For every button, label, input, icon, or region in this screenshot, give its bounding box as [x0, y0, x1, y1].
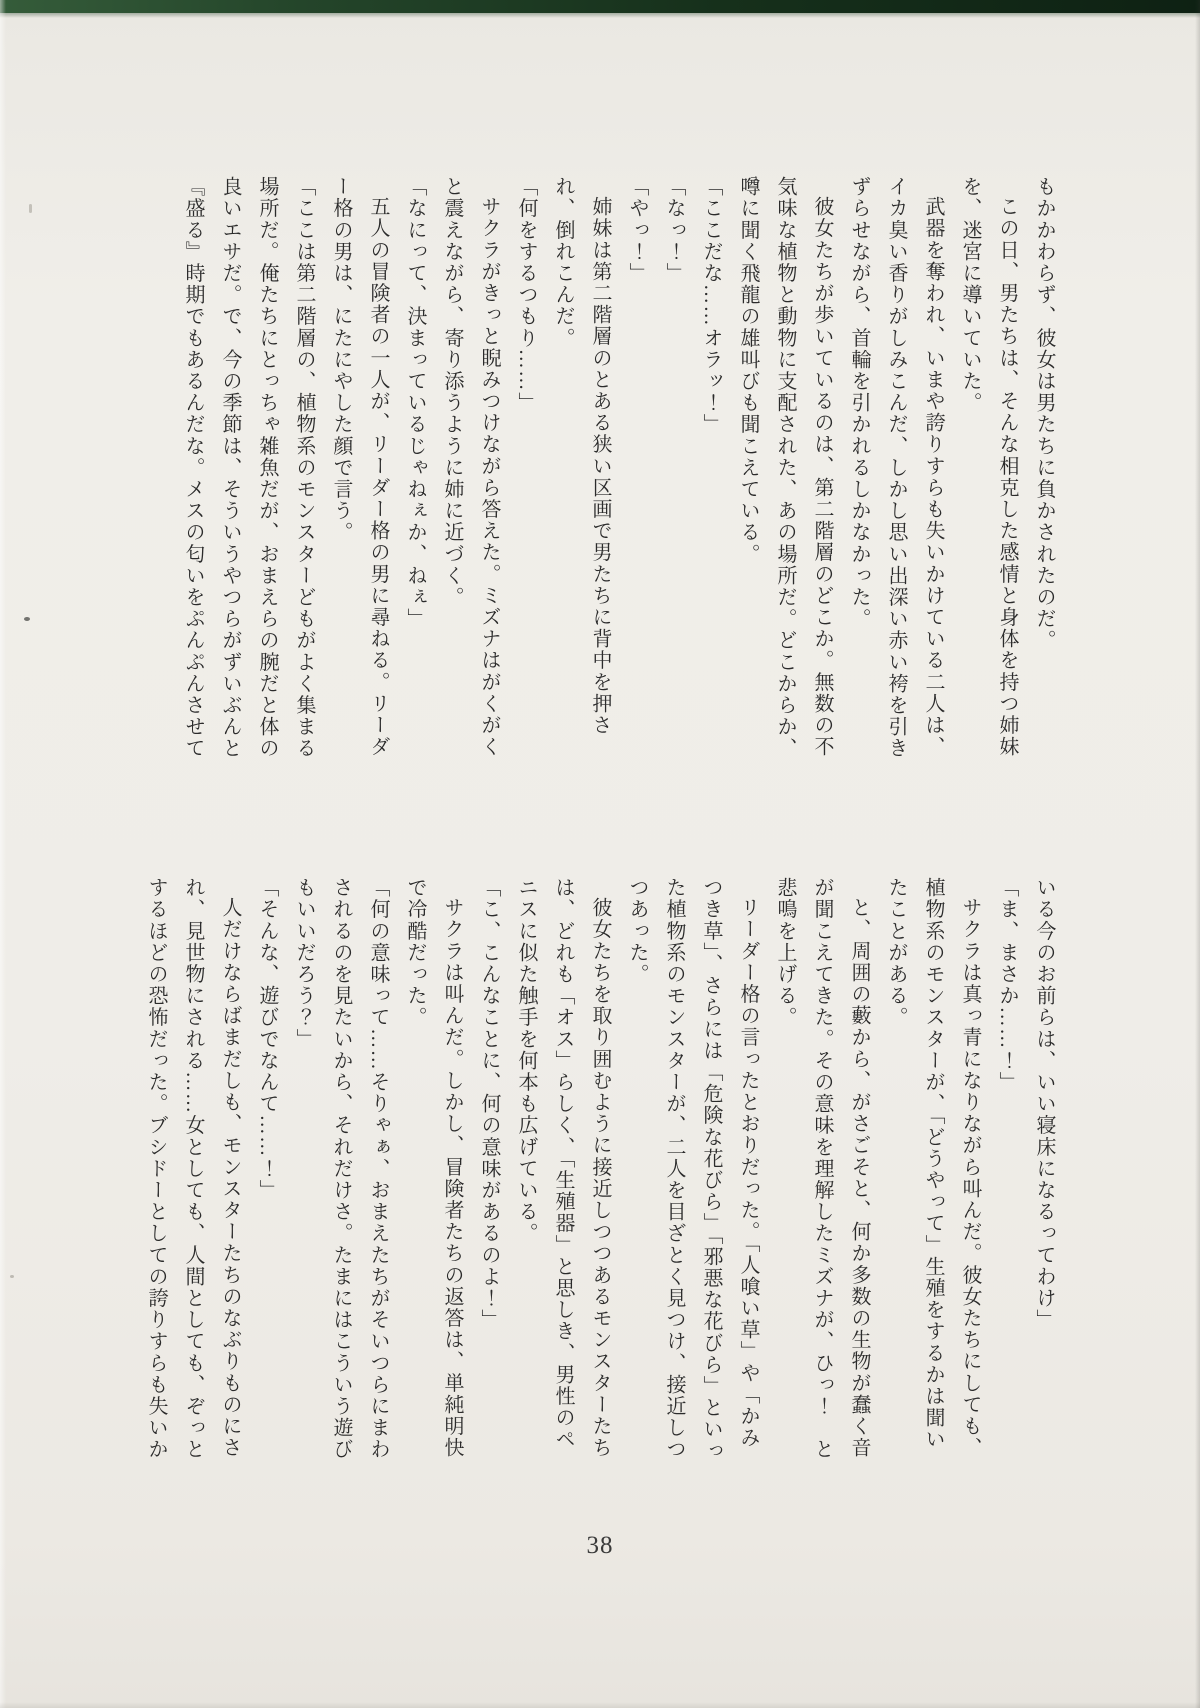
- paragraph: もかかわらず、彼女は男たちに負かされたのだ。: [1033, 176, 1055, 652]
- scanner-strip: [0, 0, 1200, 13]
- paragraph: 「ここは第二階層の、植物系のモンスターどもがよく集まる場所だ。俺たちにとっちゃ雑魚だが、おまえらの腕だと体の良いエサだ。で、今の季節は、そういうやつらがずいぶんと『盛る』時期でもあるんだな。メスの匂いをぷんぷんさせて: [182, 176, 315, 760]
- paragraph: 「そんな、遊びでなんて……！」: [256, 877, 278, 1201]
- paragraph: 「何をするつもり……」: [515, 176, 537, 414]
- page-edge-bottom: [0, 1702, 1200, 1708]
- paragraph: リーダー格の言ったとおりだった。「人喰い草」や「かみつき草」、さらには「危険な花びら」「邪悪な花びら」といった植物系のモンスターが、二人を目ざとく見つけ、接近しつつあった。: [626, 877, 759, 1462]
- paragraph: 武器を奪われ、いまや誇りすらも失いかけている二人は、イカ臭い香りがしみこんだ、しかし思い出深い赤い袴を引きずらせながら、首輪を引かれるしかなかった。: [848, 176, 944, 760]
- paragraph: 「なにって、決まっているじゃねぇか、ねぇ」: [404, 176, 426, 630]
- scan-speck: [10, 1275, 14, 1278]
- paragraph: 五人の冒険者の一人が、リーダー格の男に尋ねる。リーダー格の男は、にたにやした顔で言う。: [330, 176, 389, 758]
- page-edge-left: [0, 0, 6, 1708]
- paragraph: この日、男たちは、そんな相克した感情と身体を持つ姉妹を、迷宮に導いていた。: [959, 176, 1018, 758]
- paragraph: 「ま、まさか……！」: [996, 877, 1018, 1093]
- text-block-top: [117, 176, 1062, 761]
- scanner-strip-shadow: [0, 13, 1200, 18]
- paragraph: 「何の意味って……そりゃぁ、おまえたちがそいつらにまわされるのを見たいから、それだけさ。たまにはこういう遊びもいいだろう？」: [293, 877, 389, 1461]
- page-number: 38: [586, 1532, 614, 1559]
- scan-speck: [29, 204, 32, 213]
- page-edge-right: [1195, 0, 1200, 1708]
- paragraph: サクラは叫んだ。しかし、冒険者たちの返答は、単純明快で冷酷だった。: [404, 877, 463, 1459]
- paragraph: 彼女たちが歩いているのは、第二階層のどこか。無数の不気味な植物と動物に支配された、あの場所だ。どこからか、噂に聞く飛龍の雄叫びも聞こえている。: [737, 176, 833, 760]
- scan-speck: [24, 617, 30, 621]
- paragraph: サクラがきっと睨みつけながら答えた。ミズナはがくがくと震えながら、寄り添うように姉に近づく。: [441, 176, 500, 758]
- paragraph: 姉妹は第二階層のとある狭い区画で男たちに背中を押され、倒れこんだ。: [552, 176, 611, 736]
- paragraph: 「やっ！」: [626, 176, 648, 284]
- paragraph: サクラは真っ青になりながら叫んだ。彼女たちにしても、植物系のモンスターが、「どうやって」生殖をするかは聞いたことがある。: [885, 877, 981, 1459]
- paragraph: 「なっ！」: [663, 176, 685, 284]
- text-block-bottom: [112, 877, 1062, 1462]
- paragraph: と、周囲の藪から、がさごそと、何か多数の生物が蠢く音が聞こえてきた。その意味を理解したミズナが、ひっ！ と悲鳴を上げる。: [774, 877, 870, 1461]
- paragraph: 人だけならばまだしも、モンスターたちのなぶりものにされ、見世物にされる……女としても、人間としても、ぞっとするほどの恐怖だった。ブシドーとしての誇りすらも失いか: [145, 877, 241, 1461]
- paragraph: いる今のお前らは、いい寝床になるってわけ」: [1033, 877, 1055, 1331]
- paragraph: 彼女たちを取り囲むように接近しつつあるモンスターたちは、どれも「オス」らしく、「生殖器」と思しき、男性のペニスに似た触手を何本も広げている。: [515, 877, 611, 1459]
- paragraph: 「こ、こんなことに、何の意味があるのよ！」: [478, 877, 500, 1331]
- paragraph: 「ここだな……オラッ！」: [700, 176, 722, 436]
